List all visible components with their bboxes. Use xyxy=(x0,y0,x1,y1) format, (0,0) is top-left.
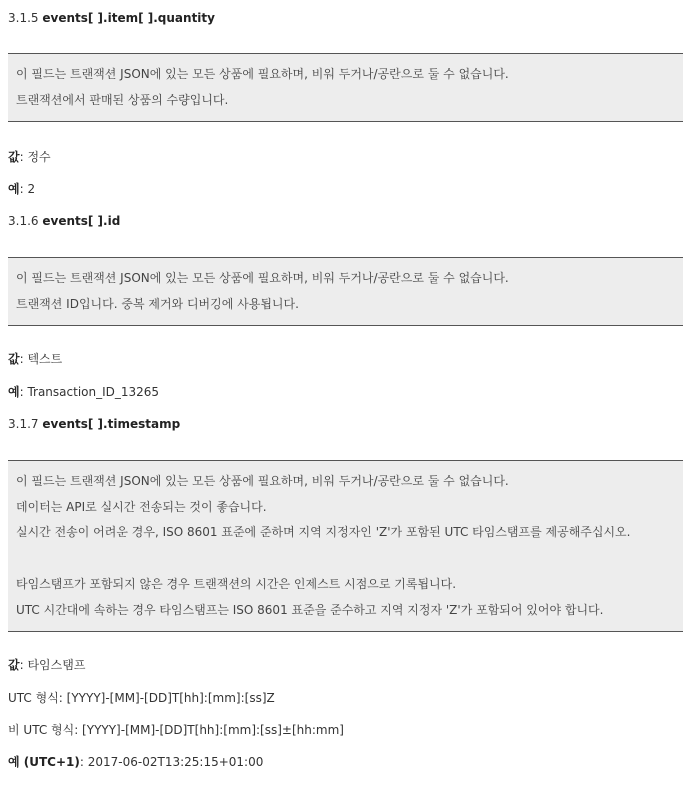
section-heading-3-1-6 xyxy=(8,213,120,229)
note-line: UTC 시간대에 속하는 경우 타임스탬프는 ISO 8601 표준을 준수하고 지역 지정자 'Z'가 포함되어 있어야 합니다. xyxy=(16,603,604,617)
note-line: 데이터는 API로 실시간 전송되는 것이 좋습니다. xyxy=(16,500,267,514)
field-name: events[ ].id xyxy=(42,214,121,228)
section-number: 3.1.6 xyxy=(8,214,39,228)
example-label: 예 xyxy=(8,182,20,196)
section-number: 3.1.5 xyxy=(8,11,39,25)
value-label: 값 xyxy=(8,352,20,366)
note-line: 실시간 전송이 어려운 경우, ISO 8601 표준에 준하며 지역 지정자인 'Z'가 포함된 UTC 타임스탬프를 제공해주십시오. xyxy=(16,525,631,539)
non-utc-format-row: 비 UTC 형식: [YYYY]-[MM]-[DD]T[hh]:[mm]:[ss]±[hh:mm] xyxy=(8,723,344,737)
value-label: 값 xyxy=(8,150,20,164)
requirement-note xyxy=(8,53,683,122)
example-value: : 2 xyxy=(19,182,36,196)
example-row xyxy=(8,181,35,197)
example-value: : Transaction_ID_13265 xyxy=(19,385,160,399)
value-type: : 텍스트 xyxy=(19,352,63,366)
note-line: 트랜잭션에서 판매된 상품의 수량입니다. xyxy=(16,93,229,107)
section-heading-3-1-7 xyxy=(8,416,180,432)
value-type-row xyxy=(8,657,85,673)
note-line: 타임스탬프가 포함되지 않은 경우 트랜잭션의 시간은 인제스트 시점으로 기록됩니다. xyxy=(16,577,457,591)
value-label: 값 xyxy=(8,658,20,672)
field-name: events[ ].item[ ].quantity xyxy=(42,11,215,25)
note-line: 트랜잭션 ID입니다. 중복 제거와 디버깅에 사용됩니다. xyxy=(16,297,299,311)
utc-format-row: UTC 형식: [YYYY]-[MM]-[DD]T[hh]:[mm]:[ss]Z xyxy=(8,691,275,705)
requirement-note xyxy=(8,460,683,632)
example-row xyxy=(8,754,263,770)
example-value: : 2017-06-02T13:25:15+01:00 xyxy=(79,755,264,769)
value-type: : 타임스탬프 xyxy=(19,658,86,672)
example-label: 예 xyxy=(8,385,20,399)
field-name: events[ ].timestamp xyxy=(42,417,181,431)
value-type-row xyxy=(8,351,62,367)
section-heading-3-1-5 xyxy=(8,10,215,26)
example-label: 예 (UTC+1) xyxy=(8,755,80,769)
note-line: 이 필드는 트랜잭션 JSON에 있는 모든 상품에 필요하며, 비워 두거나/공란으로 둘 수 없습니다. xyxy=(16,271,509,285)
note-line: 이 필드는 트랜잭션 JSON에 있는 모든 상품에 필요하며, 비워 두거나/공란으로 둘 수 없습니다. xyxy=(16,67,509,81)
note-line: 이 필드는 트랜잭션 JSON에 있는 모든 상품에 필요하며, 비워 두거나/공란으로 둘 수 없습니다. xyxy=(16,474,509,488)
section-number: 3.1.7 xyxy=(8,417,39,431)
value-type-row xyxy=(8,149,51,165)
value-type: : 정수 xyxy=(19,150,51,164)
example-row xyxy=(8,384,159,400)
requirement-note xyxy=(8,257,683,326)
